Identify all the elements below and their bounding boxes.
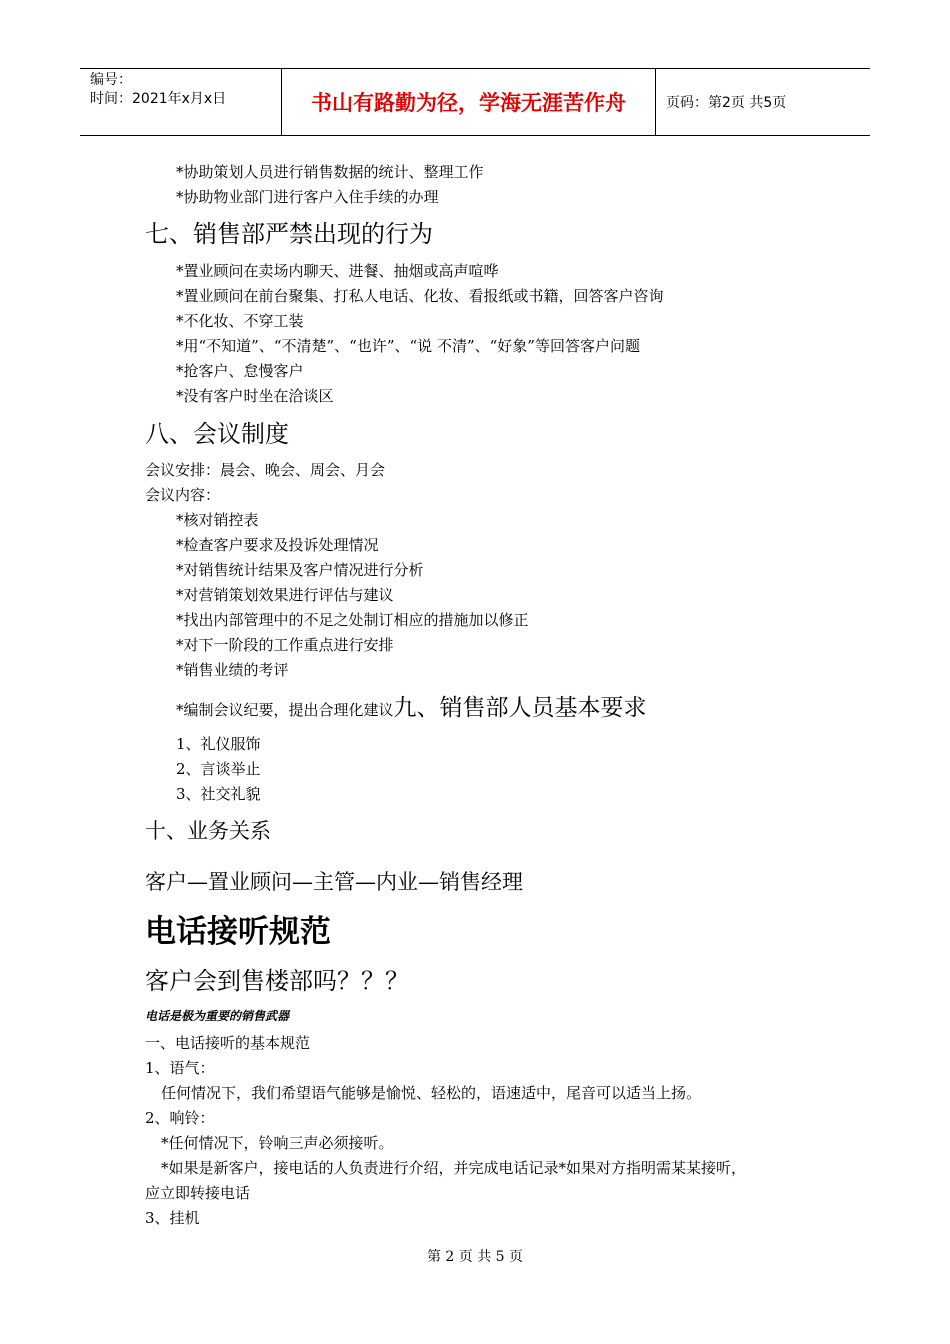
page-footer: 第 2 页 共 5 页 — [426, 1249, 524, 1265]
list-item: *没有客户时坐在洽谈区 — [176, 387, 334, 405]
ring-label: 2、响铃： — [145, 1109, 215, 1127]
list-item: 3、社交礼貌 — [176, 785, 261, 803]
time-label: 时间：2021年x月x日 — [90, 91, 227, 107]
meeting-arrangement: 会议安排：晨会、晚会、周会、月会 — [145, 461, 386, 479]
list-item: *置业顾问在前台聚集、打私人电话、化妆、看报纸或书籍，回答客户咨询 — [176, 287, 664, 305]
page-header — [80, 68, 870, 136]
list-item: 2、言谈举止 — [176, 760, 261, 778]
list-item: *编制会议纪要，提出合理化建议 — [176, 701, 394, 719]
list-item: *协助策划人员进行销售数据的统计、整理工作 — [176, 163, 484, 181]
list-item: 1、礼仪服饰 — [176, 735, 261, 753]
list-item: *抢客户、怠慢客户 — [176, 362, 304, 380]
section-8-title: 八、会议制度 — [145, 420, 289, 448]
phone-title: 电话接听规范 — [145, 914, 331, 950]
section-7-title: 七、销售部严禁出现的行为 — [145, 220, 433, 248]
list-item: *置业顾问在卖场内聊天、进餐、抽烟或高声喧哗 — [176, 262, 499, 280]
header-motto: 书山有路勤为径，学海无涯苦作舟 — [282, 69, 656, 135]
header-meta — [80, 69, 282, 135]
meeting-content-label: 会议内容： — [145, 486, 221, 504]
tone-label: 1、语气： — [145, 1059, 215, 1077]
list-item: *检查客户要求及投诉处理情况 — [176, 536, 379, 554]
list-item: *不化妆、不穿工装 — [176, 312, 304, 330]
header-page-info: 页码：第2页 共5页 — [666, 95, 787, 111]
list-item: *对销售统计结果及客户情况进行分析 — [176, 561, 424, 579]
phone-question: 客户会到售楼部吗？？？ — [145, 967, 409, 995]
list-item: *协助物业部门进行客户入住手续的办理 — [176, 188, 439, 206]
number-label: 编号： — [90, 72, 132, 88]
ring-item: *如果是新客户，接电话的人负责进行介绍，并完成电话记录*如果对方指明需某某接听， — [161, 1159, 747, 1177]
section-9-title: 九、销售部人员基本要求 — [393, 695, 647, 721]
list-item: *核对销控表 — [176, 511, 259, 529]
list-item: *销售业绩的考评 — [176, 661, 289, 679]
list-item: *对下一阶段的工作重点进行安排 — [176, 636, 394, 654]
phone-subtitle: 电话是极为重要的销售武器 — [145, 1009, 290, 1023]
meeting-last-line — [176, 693, 647, 725]
list-item: *对营销策划效果进行评估与建议 — [176, 586, 394, 604]
business-relation: 客户—置业顾问—主管—内业—销售经理 — [145, 870, 523, 894]
hangup-label: 3、挂机 — [145, 1209, 200, 1227]
list-item: *找出内部管理中的不足之处制订相应的措施加以修正 — [176, 611, 529, 629]
phone-basic-title: 一、电话接听的基本规范 — [145, 1034, 311, 1052]
ring-item: *任何情况下，铃响三声必须接听。 — [161, 1134, 394, 1152]
section-10-title: 十、业务关系 — [145, 819, 271, 843]
ring-item-cont: 应立即转接电话 — [145, 1184, 251, 1202]
list-item: *用“不知道”、“不清楚”、“也许”、“说 不清”、“好象”等回答客户问题 — [176, 337, 640, 355]
tone-text: 任何情况下，我们希望语气能够是愉悦、轻松的，语速适中，尾音可以适当上扬。 — [161, 1084, 702, 1102]
